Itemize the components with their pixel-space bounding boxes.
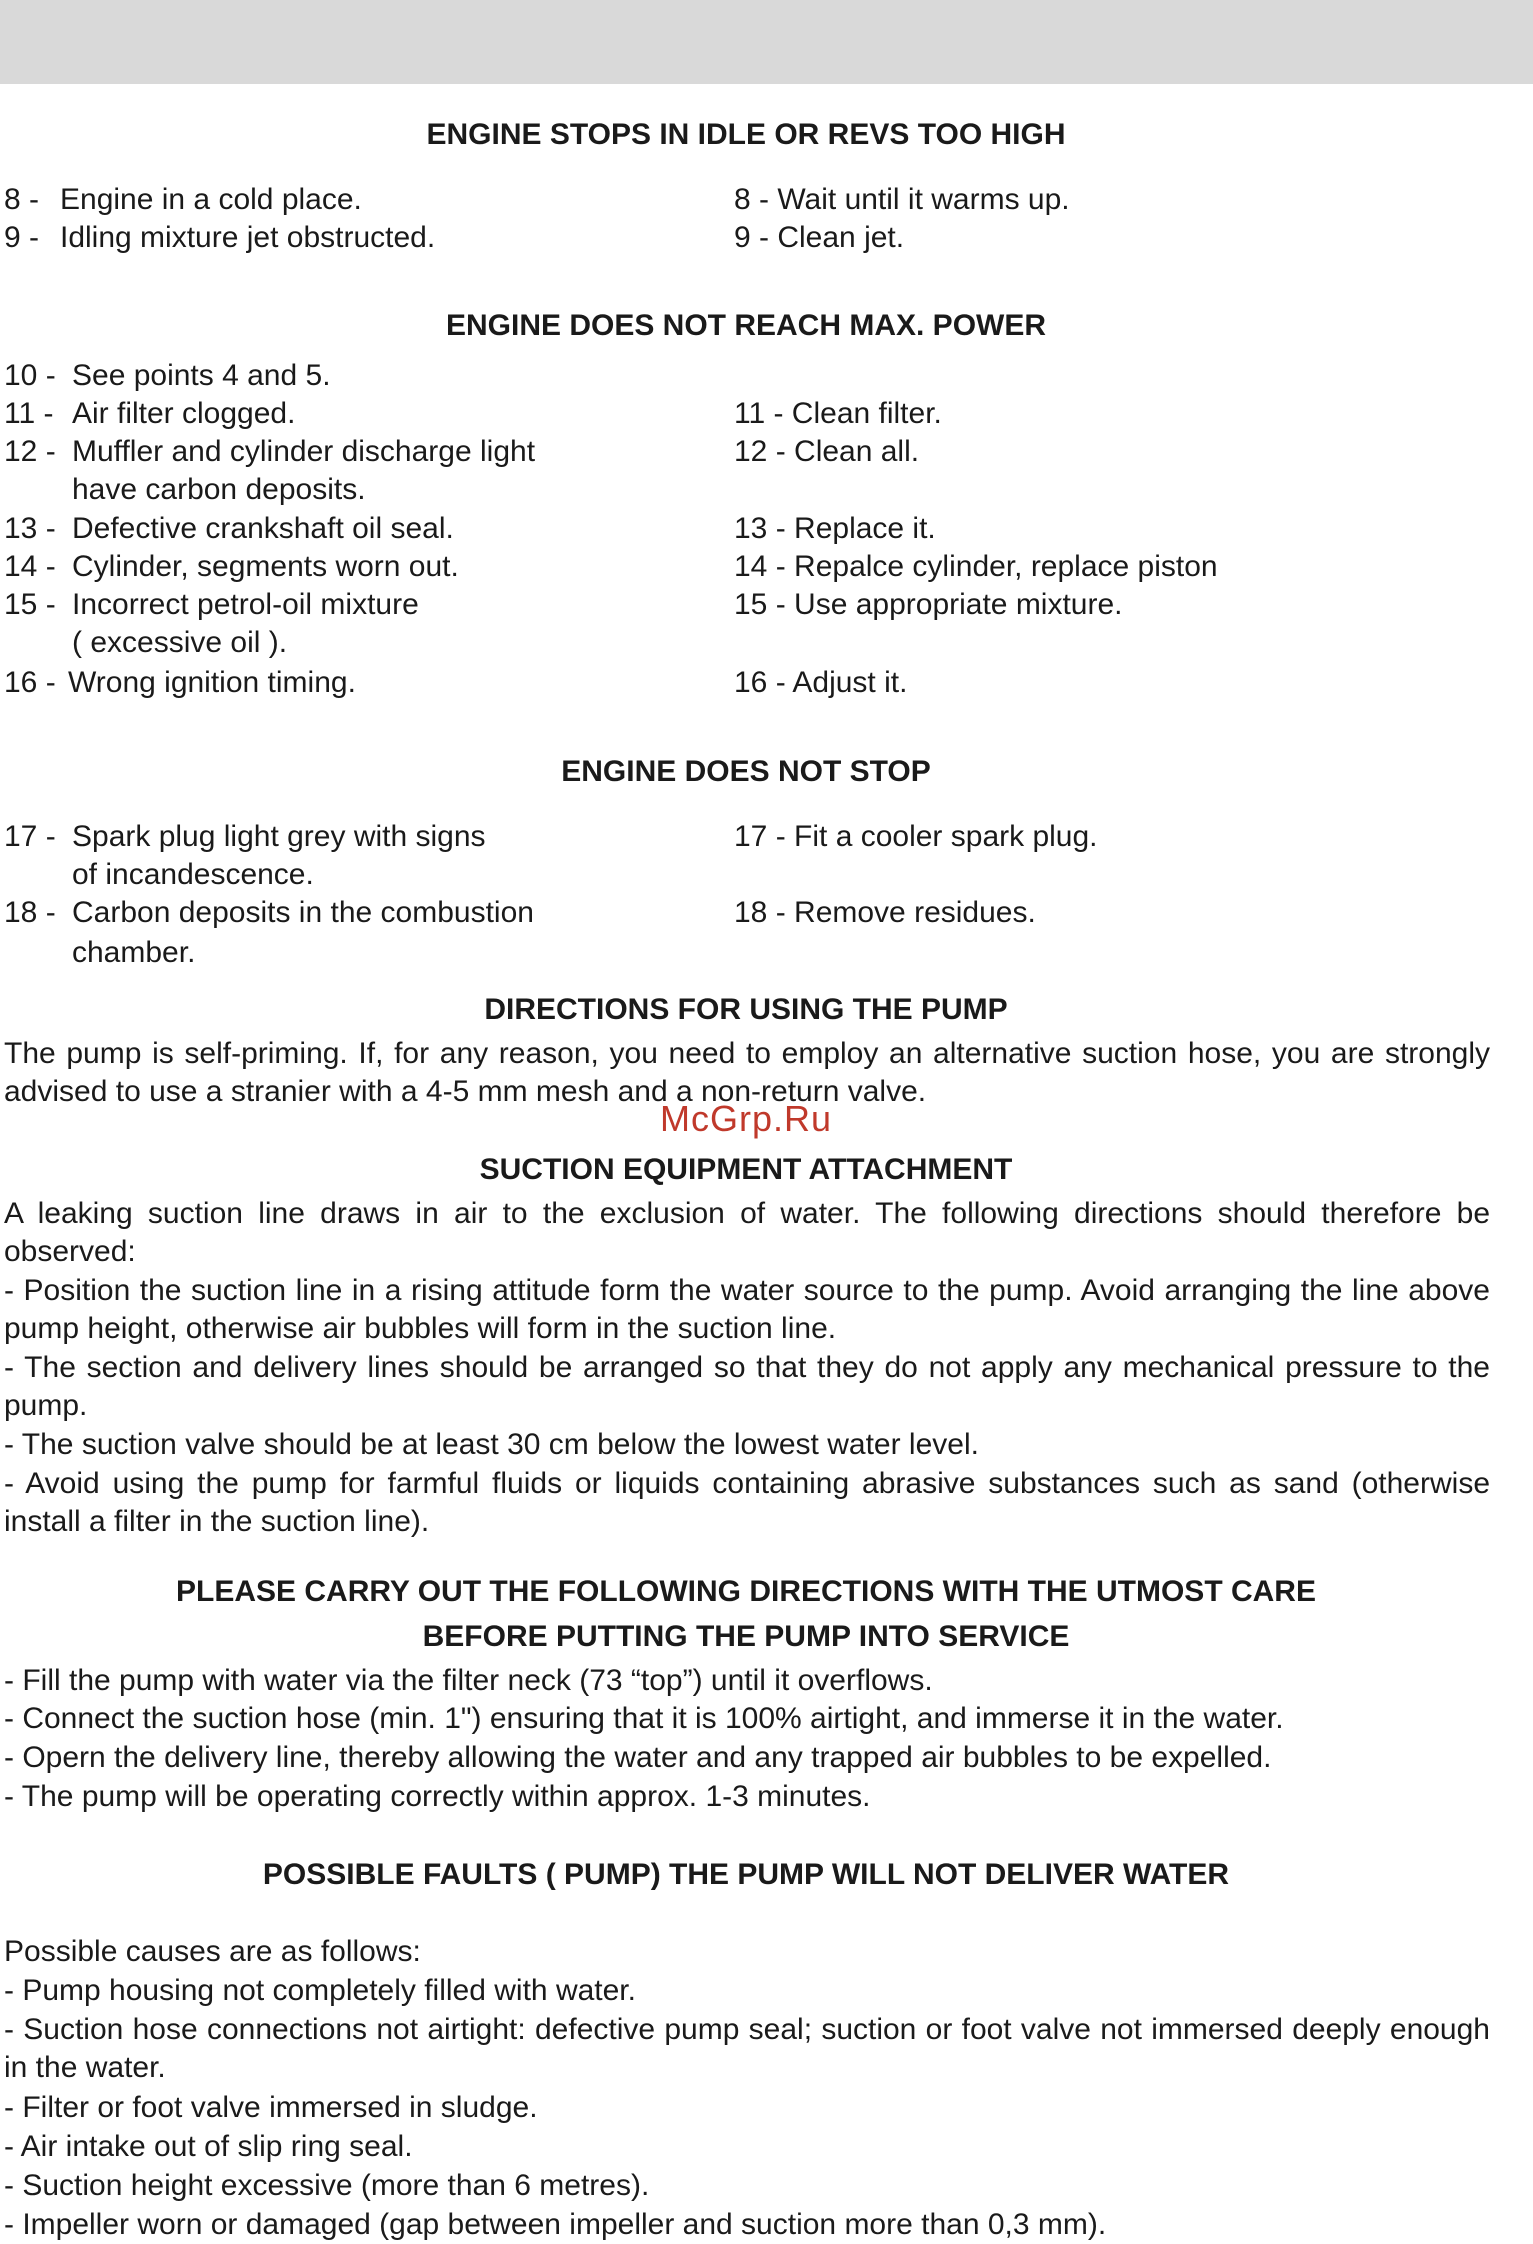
fault-cause: Defective crankshaft oil seal. [72, 512, 454, 545]
service-step: - Opern the delivery line, thereby allowing the water and any trapped air bubbles to be expelled. [4, 1741, 1272, 1774]
suction-item: - Avoid using the pump for farmful fluids or liquids containing abrasive substances such as sand (otherwise install a filter in the suction line). [4, 1467, 1490, 1538]
section-heading-pump-faults: POSSIBLE FAULTS ( PUMP) THE PUMP WILL NOT DELIVER WATER [262, 1858, 1230, 1891]
fault-remedy: 15 - Use appropriate mixture. [734, 588, 1123, 621]
section-heading-utmost-care: PLEASE CARRY OUT THE FOLLOWING DIRECTIONS WITH THE UTMOST CARE [176, 1575, 1316, 1608]
fault-cause: Engine in a cold place. [60, 183, 362, 216]
fault-number: 15 - [4, 588, 56, 621]
fault-cause-item: - Air intake out of slip ring seal. [4, 2130, 413, 2163]
watermark: McGrp.Ru [659, 1098, 833, 1139]
fault-cause: Wrong ignition timing. [68, 666, 356, 699]
fault-number: 14 - [4, 550, 56, 583]
section-heading-suction: SUCTION EQUIPMENT ATTACHMENT [479, 1153, 1013, 1186]
fault-cause-continued: ( excessive oil ). [72, 626, 288, 659]
service-step: - The pump will be operating correctly within approx. 1-3 minutes. [4, 1780, 871, 1813]
fault-cause: Carbon deposits in the combustion [72, 896, 534, 929]
suction-item: - The section and delivery lines should be arranged so that they do not apply any mechanical pressure to the pump. [4, 1351, 1490, 1422]
fault-number: 11 - [4, 397, 54, 430]
fault-cause: Cylinder, segments worn out. [72, 550, 459, 583]
section-heading-max-power: ENGINE DOES NOT REACH MAX. POWER [445, 309, 1047, 342]
fault-remedy: 17 - Fit a cooler spark plug. [734, 820, 1098, 853]
suction-item: - The suction valve should be at least 30 cm below the lowest water level. [4, 1428, 979, 1461]
fault-cause-item: - Impeller worn or damaged (gap between impeller and suction more than 0,3 mm). [4, 2208, 1107, 2241]
fault-remedy: 13 - Replace it. [734, 512, 936, 545]
section-heading-using-pump: DIRECTIONS FOR USING THE PUMP [484, 993, 1008, 1026]
suction-item: - Position the suction line in a rising attitude form the water source to the pump. Avoid arranging the line above pump height, otherwise air bubbles will form in the suction line. [4, 1274, 1490, 1345]
fault-remedy: 9 - Clean jet. [734, 221, 905, 254]
fault-cause: Idling mixture jet obstructed. [60, 221, 436, 254]
fault-cause: Spark plug light grey with signs [72, 820, 486, 853]
fault-number: 17 - [4, 820, 56, 853]
fault-cause-continued: have carbon deposits. [72, 473, 366, 506]
fault-remedy: 14 - Repalce cylinder, replace piston [734, 550, 1218, 583]
fault-remedy: 12 - Clean all. [734, 435, 920, 468]
fault-cause: Incorrect petrol-oil mixture [72, 588, 419, 621]
fault-cause-item: - Filter or foot valve immersed in sludge. [4, 2091, 538, 2124]
fault-cause: Muffler and cylinder discharge light [72, 435, 536, 468]
fault-remedy: 16 - Adjust it. [734, 666, 908, 699]
service-step: - Connect the suction hose (min. 1") ensuring that it is 100% airtight, and immerse it in the water. [4, 1702, 1284, 1735]
fault-remedy: 11 - Clean filter. [734, 397, 942, 430]
section-heading-idle: ENGINE STOPS IN IDLE OR REVS TOO HIGH [426, 118, 1066, 151]
fault-cause-continued: chamber. [72, 936, 196, 969]
fault-number: 16 - [4, 666, 56, 699]
fault-cause-item: - Pump housing not completely filled with water. [4, 1974, 636, 2007]
fault-cause-item: - Suction height excessive (more than 6 metres). [4, 2169, 650, 2202]
fault-number: 13 - [4, 512, 56, 545]
service-step: - Fill the pump with water via the filter neck (73 “top”) until it overflows. [4, 1664, 933, 1697]
fault-remedy: 18 - Remove residues. [734, 896, 1036, 929]
header-bar [0, 0, 1533, 84]
fault-number: 8 - [4, 183, 40, 216]
fault-number: 18 - [4, 896, 56, 929]
section-heading-does-not-stop: ENGINE DOES NOT STOP [561, 755, 931, 788]
fault-number: 10 - [4, 359, 56, 392]
fault-cause: See points 4 and 5. [72, 359, 331, 392]
fault-remedy: 8 - Wait until it warms up. [734, 183, 1070, 216]
fault-cause-continued: of incandescence. [72, 858, 314, 891]
fault-number: 12 - [4, 435, 56, 468]
section-heading-before-service: BEFORE PUTTING THE PUMP INTO SERVICE [422, 1620, 1070, 1653]
faults-intro: Possible causes are as follows: [4, 1935, 421, 1968]
pump-directions-text: The pump is self-priming. If, for any reason, you need to employ an alternative suction hose, you are strongly advised to use a stranier with a 4-5 mm mesh and a non-return valve. [4, 1037, 1490, 1108]
fault-cause-item: - Suction hose connections not airtight: defective pump seal; suction or foot valve not immersed deeply enough in the water. [4, 2013, 1490, 2084]
fault-number: 9 - [4, 221, 40, 254]
suction-intro: A leaking suction line draws in air to the exclusion of water. The following directions should therefore be observed: [4, 1197, 1490, 1268]
fault-cause: Air filter clogged. [72, 397, 296, 430]
